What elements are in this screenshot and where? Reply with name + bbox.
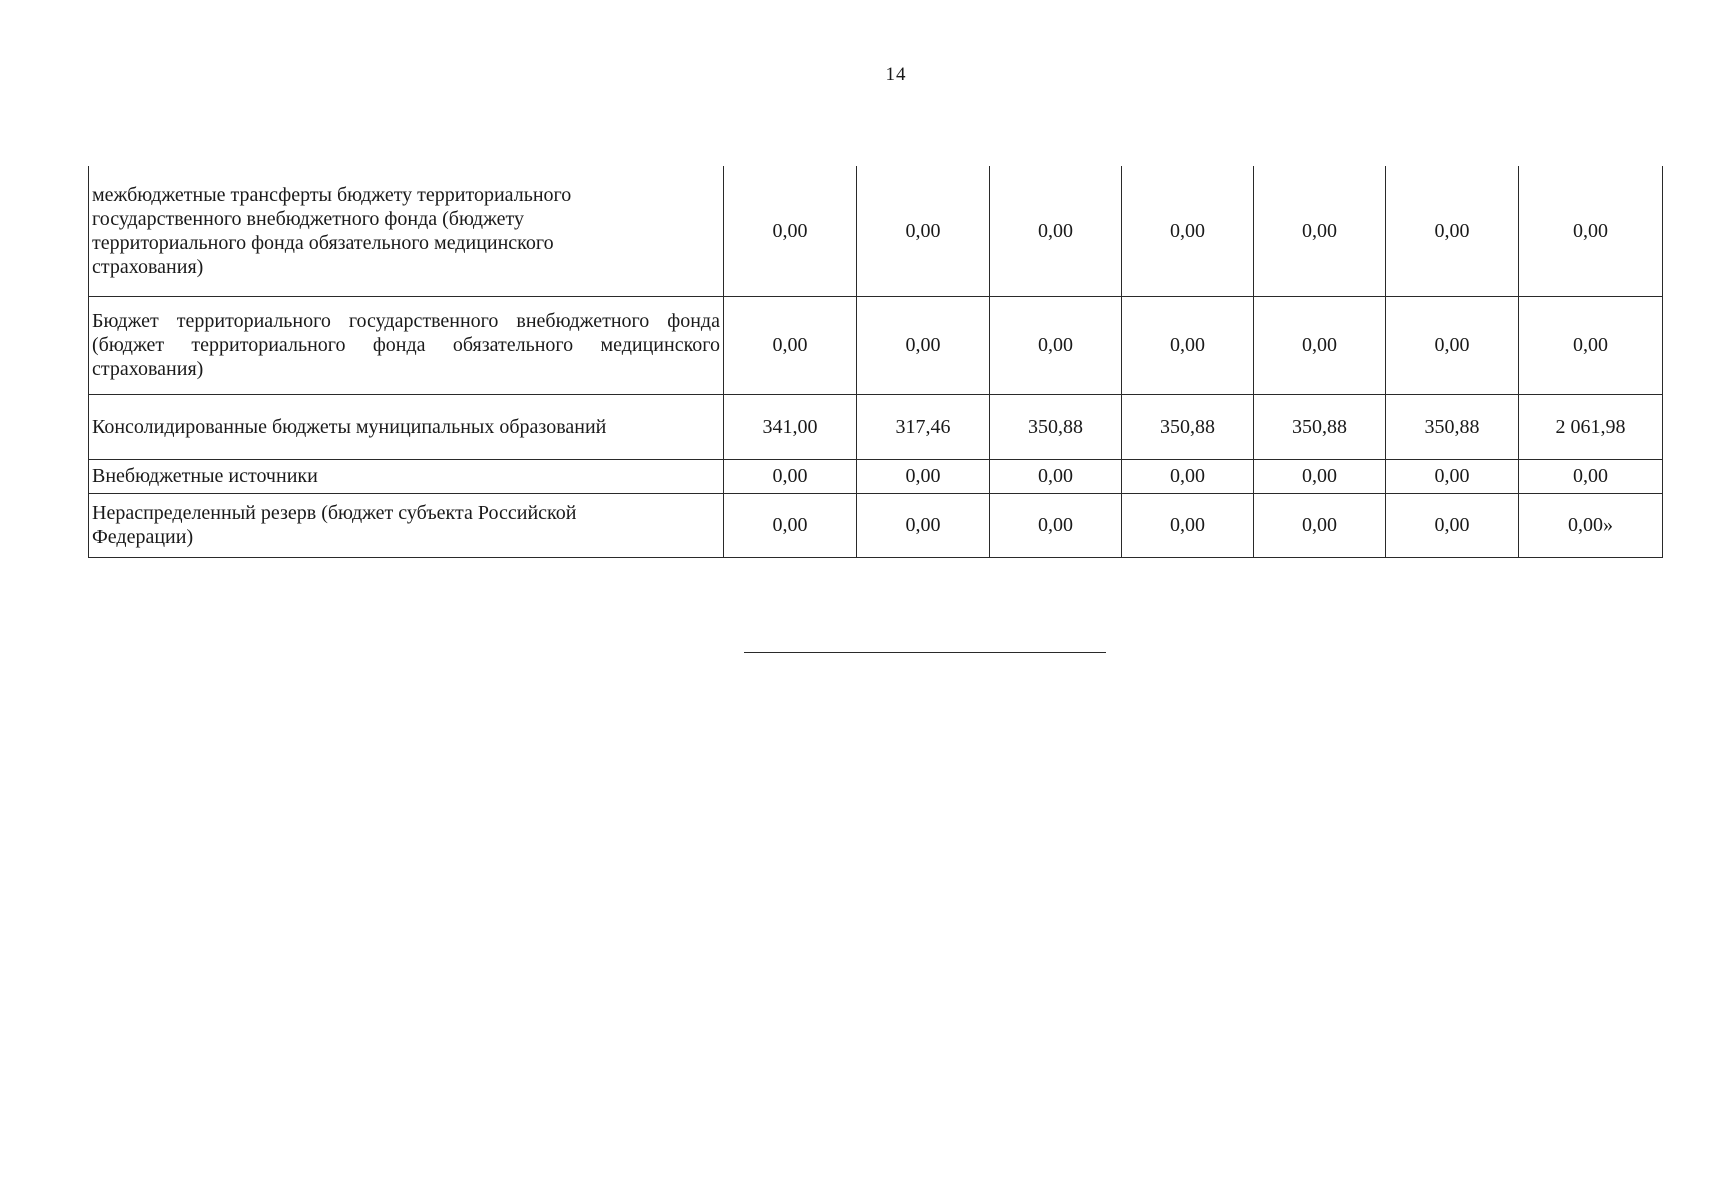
table-cell: 0,00 bbox=[990, 296, 1122, 394]
table-cell: 0,00 bbox=[1254, 166, 1386, 296]
table-cell: 0,00 bbox=[1254, 296, 1386, 394]
table-row bbox=[89, 459, 1663, 493]
row-label: Бюджет территориального государственного внебюджетного фонда (бюджет территориального фонда обязательного медицинского страхования) bbox=[89, 296, 724, 394]
table-cell: 0,00 bbox=[857, 493, 990, 557]
table-cell: 0,00 bbox=[724, 459, 857, 493]
table-cell: 0,00 bbox=[1122, 296, 1254, 394]
table-cell: 0,00 bbox=[1254, 459, 1386, 493]
table-cell: 0,00 bbox=[857, 166, 990, 296]
table-row bbox=[89, 296, 1663, 394]
table-cell: 350,88 bbox=[990, 394, 1122, 459]
row-label: Нераспределенный резерв (бюджет субъекта Российской Федерации) bbox=[89, 493, 724, 557]
table-cell: 0,00 bbox=[1122, 166, 1254, 296]
table-cell: 0,00 bbox=[724, 493, 857, 557]
table-cell: 350,88 bbox=[1386, 394, 1519, 459]
budget-table bbox=[88, 166, 1663, 558]
table-cell: 0,00 bbox=[1519, 166, 1663, 296]
table-cell: 0,00 bbox=[1386, 459, 1519, 493]
page-number: 14 bbox=[885, 64, 907, 85]
table-cell: 0,00 bbox=[990, 166, 1122, 296]
table-cell: 0,00 bbox=[990, 493, 1122, 557]
table-cell: 0,00 bbox=[990, 459, 1122, 493]
table-cell: 0,00 bbox=[857, 296, 990, 394]
row-label: Внебюджетные источники bbox=[89, 459, 724, 493]
table-cell: 0,00 bbox=[857, 459, 990, 493]
table-cell: 0,00 bbox=[1254, 493, 1386, 557]
table-cell: 350,88 bbox=[1122, 394, 1254, 459]
table-cell: 0,00» bbox=[1519, 493, 1663, 557]
table-cell: 0,00 bbox=[724, 296, 857, 394]
table-cell: 0,00 bbox=[724, 166, 857, 296]
row-label: межбюджетные трансферты бюджету территориального государственного внебюджетного фонда (бюджету территориального фонда обязательного медицинского страхования) bbox=[89, 166, 724, 296]
table-row bbox=[89, 493, 1663, 557]
table-cell: 2 061,98 bbox=[1519, 394, 1663, 459]
table-cell: 317,46 bbox=[857, 394, 990, 459]
closing-rule-divider bbox=[744, 652, 1106, 653]
table-cell: 0,00 bbox=[1519, 459, 1663, 493]
table-row bbox=[89, 166, 1663, 296]
table-cell: 0,00 bbox=[1519, 296, 1663, 394]
row-label: Консолидированные бюджеты муниципальных образований bbox=[89, 394, 724, 459]
table-cell: 0,00 bbox=[1386, 493, 1519, 557]
table-cell: 0,00 bbox=[1122, 459, 1254, 493]
table-cell: 0,00 bbox=[1386, 296, 1519, 394]
table-cell: 0,00 bbox=[1122, 493, 1254, 557]
table-cell: 341,00 bbox=[724, 394, 857, 459]
table-cell: 350,88 bbox=[1254, 394, 1386, 459]
table-cell: 0,00 bbox=[1386, 166, 1519, 296]
table-row bbox=[89, 394, 1663, 459]
